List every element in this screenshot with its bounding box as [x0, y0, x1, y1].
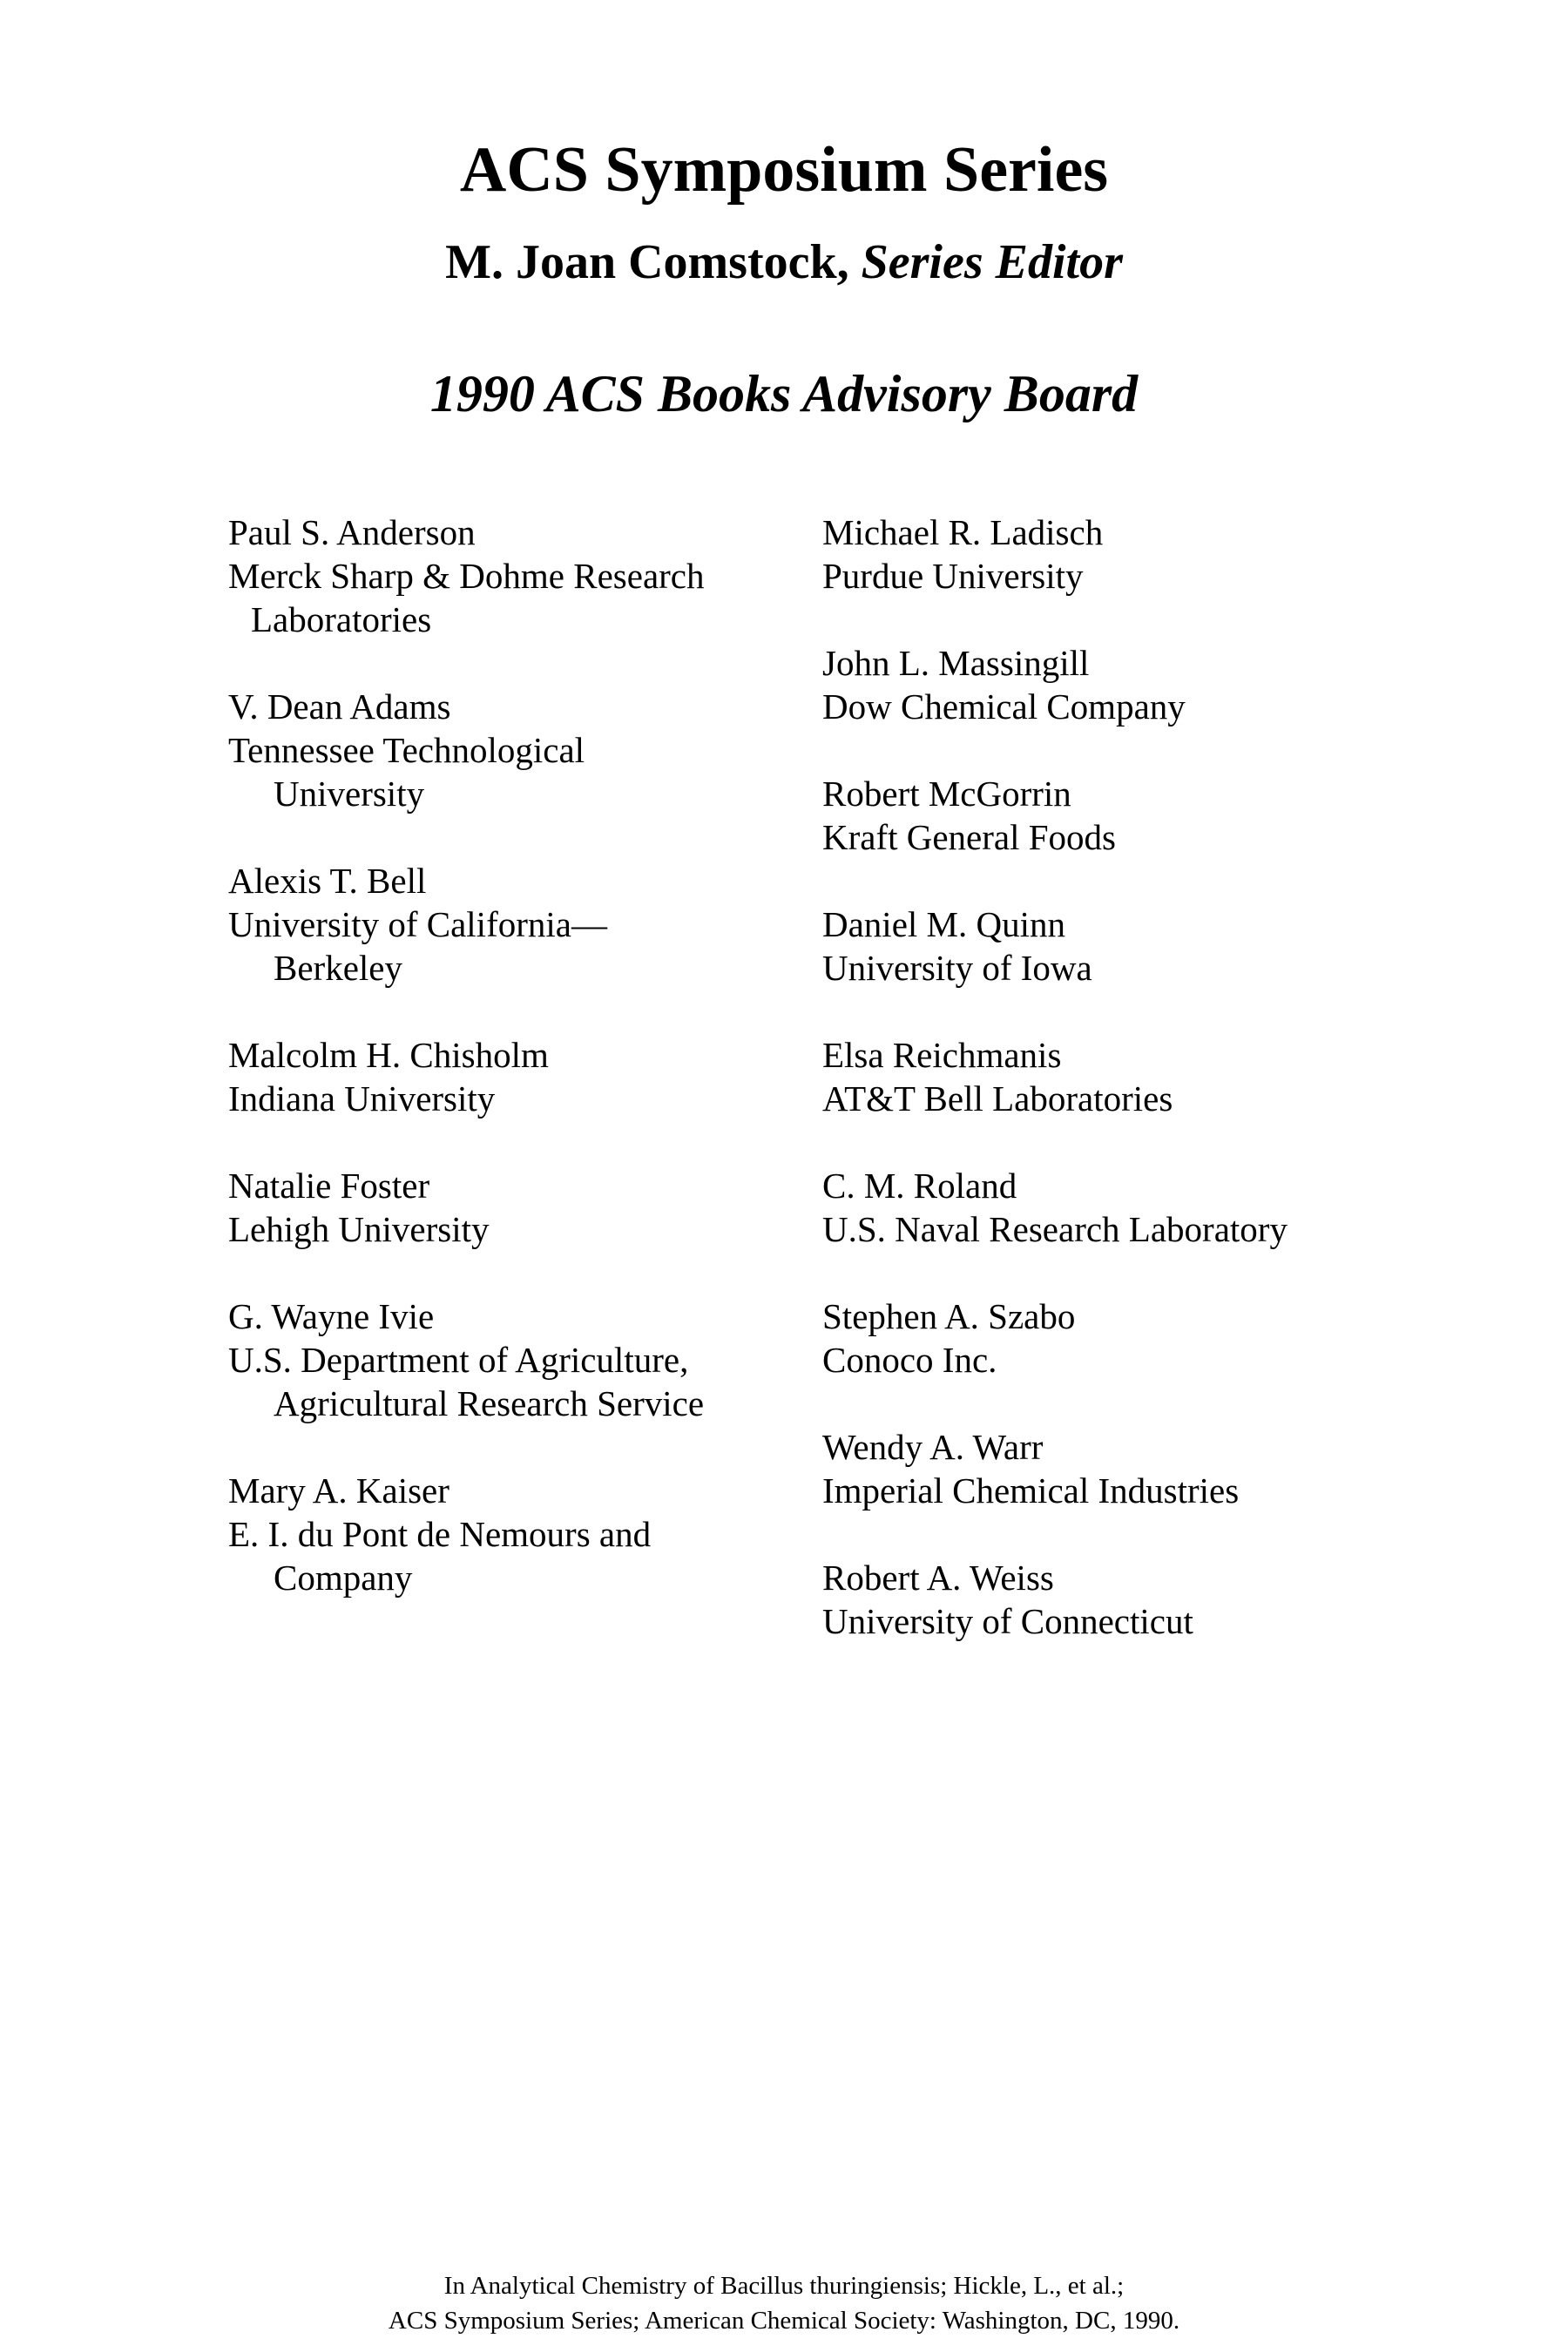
member-affiliation: Merck Sharp & Dohme Research [228, 556, 705, 596]
member-affiliation: U.S. Department of Agriculture, [228, 1340, 689, 1380]
board-member [228, 1033, 786, 1120]
editor-name: M. Joan Comstock, [445, 235, 849, 289]
member-affiliation: Conoco Inc. [822, 1340, 997, 1380]
member-affiliation: AT&T Bell Laboratories [822, 1078, 1173, 1119]
member-name: V. Dean Adams [228, 686, 451, 727]
board-member [822, 1556, 1484, 1643]
member-affiliation: Kraft General Foods [822, 817, 1117, 857]
board-member [228, 859, 786, 990]
board-member [228, 510, 786, 641]
board-member [822, 1164, 1484, 1251]
member-affiliation-continued: Berkeley [274, 948, 402, 988]
member-name: Mary A. Kaiser [228, 1470, 449, 1511]
member-affiliation: Indiana University [228, 1078, 496, 1119]
board-member [822, 902, 1484, 990]
member-affiliation: Tennessee Technological [228, 730, 585, 770]
member-affiliation: Lehigh University [228, 1209, 490, 1249]
member-affiliation: Purdue University [822, 556, 1084, 596]
member-name: Malcolm H. Chisholm [228, 1035, 549, 1075]
citation-footer [0, 2268, 1568, 2338]
member-name: Paul S. Anderson [228, 512, 476, 552]
board-member [228, 1164, 786, 1251]
member-name: Alexis T. Bell [228, 861, 427, 901]
board-members-left-column [228, 510, 786, 1643]
member-affiliation: Dow Chemical Company [822, 686, 1186, 727]
citation-line-2: ACS Symposium Series; American Chemical Society: Washington, DC, 1990. [388, 2307, 1180, 2335]
citation-line-1: In Analytical Chemistry of Bacillus thuringiensis; Hickle, L., et al.; [443, 2272, 1125, 2300]
series-title: ACS Symposium Series [459, 134, 1109, 206]
member-name: Robert A. Weiss [822, 1558, 1054, 1598]
board-member [822, 641, 1484, 728]
board-members-right-column [822, 510, 1484, 1686]
board-member [228, 685, 786, 815]
board-member [822, 510, 1484, 598]
member-name: Stephen A. Szabo [822, 1296, 1076, 1336]
member-affiliation-continued: Laboratories [251, 599, 432, 639]
member-name: Wendy A. Warr [822, 1427, 1044, 1467]
member-name: Robert McGorrin [822, 774, 1071, 814]
board-member [822, 772, 1484, 859]
editor-role: Series Editor [861, 235, 1123, 289]
member-affiliation: University of California— [228, 904, 607, 944]
member-affiliation-continued: Agricultural Research Service [274, 1383, 705, 1423]
member-affiliation-continued: Company [274, 1558, 413, 1598]
board-member [822, 1033, 1484, 1120]
series-editor-line [0, 235, 1568, 289]
member-affiliation: U.S. Naval Research Laboratory [822, 1209, 1288, 1249]
member-affiliation: Imperial Chemical Industries [822, 1470, 1240, 1511]
advisory-board-title: 1990 ACS Books Advisory Board [429, 365, 1139, 422]
member-name: Daniel M. Quinn [822, 904, 1065, 944]
member-name: Natalie Foster [228, 1166, 430, 1206]
member-affiliation: University of Iowa [822, 948, 1092, 988]
member-affiliation-continued: University [274, 774, 425, 814]
board-member [822, 1425, 1484, 1512]
board-member [228, 1469, 786, 1599]
member-name: G. Wayne Ivie [228, 1296, 435, 1336]
member-affiliation: University of Connecticut [822, 1601, 1193, 1641]
board-member [228, 1294, 786, 1425]
member-name: Michael R. Ladisch [822, 512, 1104, 552]
member-name: John L. Massingill [822, 643, 1090, 683]
member-name: C. M. Roland [822, 1166, 1017, 1206]
board-member [822, 1294, 1484, 1382]
member-name: Elsa Reichmanis [822, 1035, 1062, 1075]
member-affiliation: E. I. du Pont de Nemours and [228, 1514, 652, 1554]
